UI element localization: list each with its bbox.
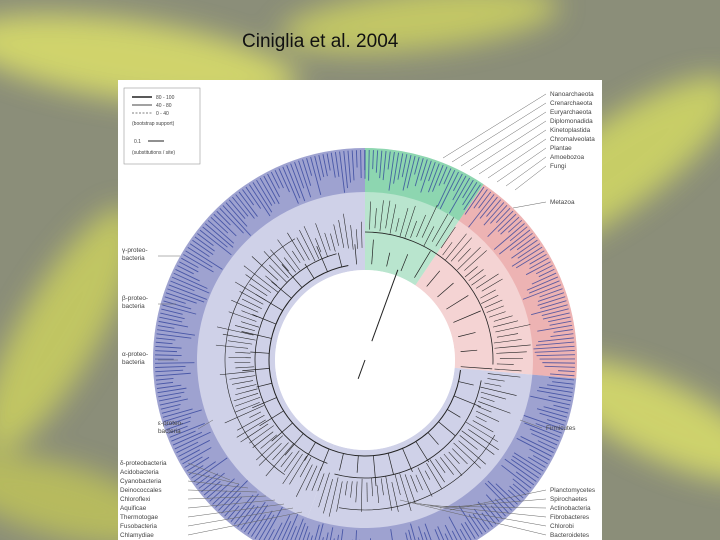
label-fusobacteria: Fusobacteria: [120, 523, 157, 530]
label-nanoarchaeota: Nanoarchaeota: [550, 91, 594, 98]
legend: [124, 88, 200, 164]
label-kinetoplastida: Kinetoplastida: [550, 127, 591, 134]
label-euryarchaeota: Euryarchaeota: [550, 109, 592, 116]
label-thermotogae: Thermotogae: [120, 514, 159, 521]
legend-scale-value: 0.1: [134, 139, 141, 145]
label-chlamydiae: Chlamydiae: [120, 532, 154, 539]
label-gamma-line1: γ-proteo-: [122, 247, 148, 254]
label-fibrobacteres: Fibrobacteres: [550, 514, 590, 521]
legend-line-medium-label: 40 - 80: [156, 103, 172, 109]
tree-svg: [118, 80, 602, 540]
legend-scale-unit: (substitutions / site): [132, 150, 176, 156]
taxon-name-tick: [155, 363, 194, 364]
legend-support-note: (bootstrap support): [132, 121, 175, 127]
label-chromalveolata: Chromalveolata: [550, 136, 595, 143]
legend-line-weak-label: 0 - 40: [156, 111, 169, 117]
callout-line: [515, 166, 546, 190]
callout-line: [497, 148, 546, 182]
label-deinococcales: Deinococcales: [120, 487, 162, 494]
taxon-name-tick: [369, 150, 370, 181]
label-cyanobacteria: Cyanobacteria: [120, 478, 162, 485]
taxon-name-tick: [361, 150, 362, 178]
callout-line: [488, 139, 546, 178]
label-actinobacteria: Actinobacteria: [550, 505, 591, 512]
label-alpha-line1: α-proteo-: [122, 351, 149, 358]
label-fungi: Fungi: [550, 163, 566, 170]
group-labels-left-bottom: [120, 460, 167, 539]
label-metazoa: Metazoa: [550, 199, 575, 206]
label-chloroflexi: Chloroflexi: [120, 496, 151, 503]
callout-line: [470, 121, 546, 170]
label-diplomonadida: Diplomonadida: [550, 118, 593, 125]
group-labels-right-bottom: [550, 487, 595, 539]
slide-title: Ciniglia et al. 2004: [242, 31, 399, 52]
label-epsilon-line2: bacteria: [158, 428, 181, 435]
callout-line: [443, 94, 546, 158]
legend-line-strong-label: 80 - 100: [156, 95, 175, 101]
label-delta-proteobacteria: δ-proteobacteria: [120, 460, 167, 467]
phylogenetic-tree-figure: [118, 80, 602, 540]
label-acidobacteria: Acidobacteria: [120, 469, 159, 476]
label-aquificae: Aquificae: [120, 505, 147, 512]
label-amoebozoa: Amoebozoa: [550, 154, 585, 161]
label-plantae: Plantae: [550, 145, 572, 152]
callout-line: [452, 103, 546, 162]
label-gamma-line2: bacteria: [122, 255, 145, 262]
callout-line: [479, 130, 546, 174]
label-epsilon-line1: ε-proteo-: [158, 420, 184, 427]
callout-line: [513, 202, 546, 208]
group-labels-right-top: [550, 91, 595, 170]
label-chlorobi: Chlorobi: [550, 523, 574, 530]
label-spirochaetes: Spirochaetes: [550, 496, 588, 503]
label-alpha-line2: bacteria: [122, 359, 145, 366]
label-beta-line1: β-proteo-: [122, 295, 149, 302]
label-planctomycetes: Planctomycetes: [550, 487, 596, 494]
label-firmicutes: Firmicutes: [546, 425, 576, 432]
label-bacteroidetes: Bacteroidetes: [550, 532, 590, 539]
label-beta-line2: bacteria: [122, 303, 145, 310]
clade-rings: [153, 148, 577, 540]
label-crenarchaeota: Crenarchaeota: [550, 100, 593, 107]
